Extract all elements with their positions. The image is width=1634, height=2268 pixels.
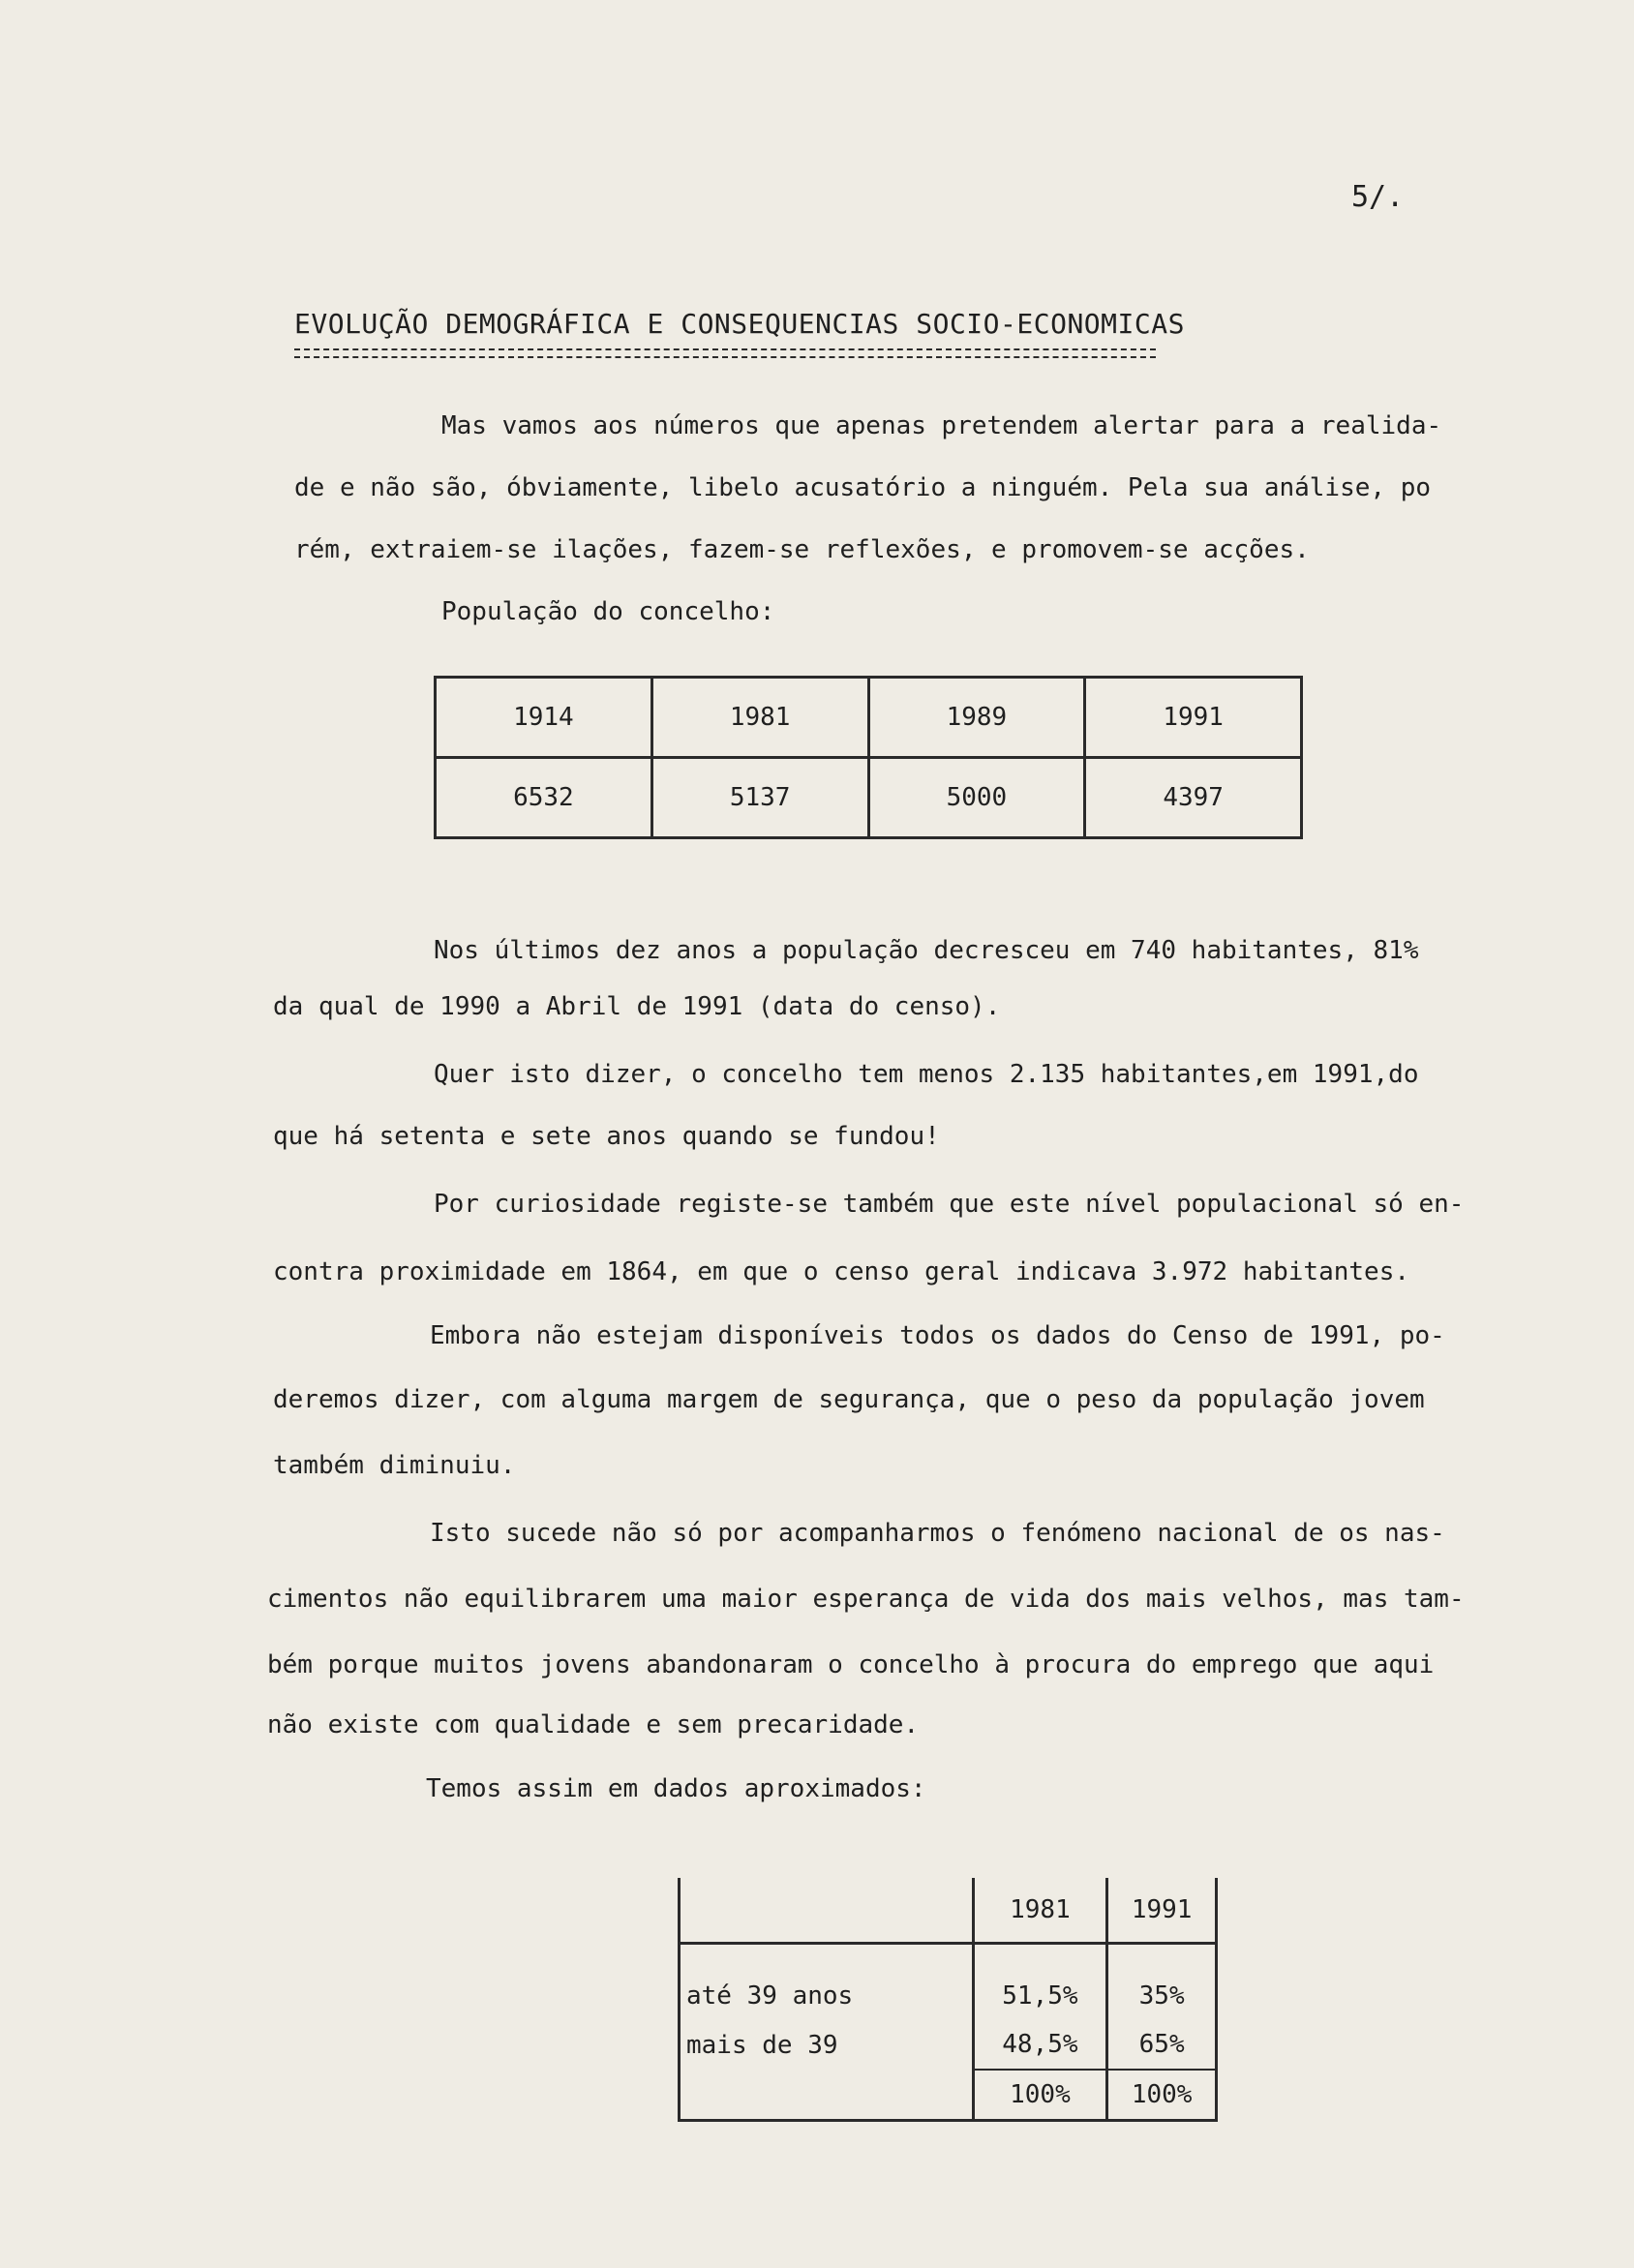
paragraph-line: bém porque muitos jovens abandonaram o concelho à procura do emprego que aqui bbox=[267, 1650, 1435, 1679]
population-cell: 5000 bbox=[868, 758, 1085, 838]
total-cell: 100% bbox=[973, 2070, 1107, 2121]
paragraph-line: Nos últimos dez anos a população decresceu em 740 habitantes, 81% bbox=[434, 936, 1419, 965]
paragraph-line: também diminuiu. bbox=[273, 1451, 516, 1480]
paragraph-line: Embora não estejam disponíveis todos os dados do Censo de 1991, po- bbox=[430, 1321, 1445, 1350]
year-cell: 1981 bbox=[651, 678, 868, 758]
table-row bbox=[436, 758, 1302, 838]
value-cell: 35% bbox=[1107, 1972, 1217, 2020]
age-distribution-table bbox=[678, 1878, 1218, 2122]
value-cell: 48,5% bbox=[973, 2020, 1107, 2070]
bleed-through-text: ⠀ bbox=[136, 184, 153, 208]
title-double-underline bbox=[294, 348, 1156, 358]
row-label: até 39 anos bbox=[680, 1972, 974, 2020]
spacer-cell bbox=[680, 1944, 974, 1973]
paragraph-line: Mas vamos aos números que apenas pretendem alertar para a realida- bbox=[441, 411, 1442, 440]
paragraph-line: que há setenta e sete anos quando se fundou! bbox=[273, 1122, 940, 1151]
page-number: 5/. bbox=[1351, 180, 1405, 214]
paragraph-line: rém, extraiem-se ilações, fazem-se reflexões, e promovem-se acções. bbox=[294, 535, 1310, 564]
column-header: 1991 bbox=[1107, 1878, 1217, 1944]
column-header: 1981 bbox=[973, 1878, 1107, 1944]
table-spacer-row bbox=[680, 1944, 1217, 1973]
total-cell: 100% bbox=[1107, 2070, 1217, 2121]
value-cell: 51,5% bbox=[973, 1972, 1107, 2020]
paragraph-line: de e não são, óbviamente, libelo acusatório a ninguém. Pela sua análise, po bbox=[294, 473, 1431, 502]
year-cell: 1914 bbox=[436, 678, 652, 758]
table-row bbox=[680, 1972, 1217, 2020]
spacer-cell bbox=[1107, 1944, 1217, 1973]
paragraph-line: Quer isto dizer, o concelho tem menos 2.135 habitantes,em 1991,do bbox=[434, 1060, 1419, 1089]
paragraph-line: contra proximidade em 1864, em que o censo geral indicava 3.972 habitantes. bbox=[273, 1257, 1409, 1286]
population-table bbox=[434, 676, 1303, 839]
paragraph-line: deremos dizer, com alguma margem de segurança, que o peso da população jovem bbox=[273, 1385, 1425, 1414]
population-cell: 5137 bbox=[651, 758, 868, 838]
total-label-spacer bbox=[680, 2070, 974, 2121]
table-row bbox=[680, 2020, 1217, 2070]
year-cell: 1991 bbox=[1085, 678, 1302, 758]
document-title: EVOLUÇÃO DEMOGRÁFICA E CONSEQUENCIAS SOCIO-ECONOMICAS bbox=[294, 308, 1185, 340]
table-total-row bbox=[680, 2070, 1217, 2121]
paragraph-line: não existe com qualidade e sem precaridade. bbox=[267, 1710, 920, 1739]
paragraph-line: Isto sucede não só por acompanharmos o fenómeno nacional de os nas- bbox=[430, 1519, 1445, 1548]
row-label: mais de 39 bbox=[680, 2020, 974, 2070]
paragraph-line: Por curiosidade registe-se também que este nível populacional só en- bbox=[434, 1190, 1465, 1219]
value-cell: 65% bbox=[1107, 2020, 1217, 2070]
population-cell: 4397 bbox=[1085, 758, 1302, 838]
table-caption: População do concelho: bbox=[441, 597, 775, 626]
table-header-row bbox=[680, 1878, 1217, 1944]
population-cell: 6532 bbox=[436, 758, 652, 838]
year-cell: 1989 bbox=[868, 678, 1085, 758]
table-row bbox=[436, 678, 1302, 758]
spacer-cell bbox=[973, 1944, 1107, 1973]
paragraph-line: da qual de 1990 a Abril de 1991 (data do censo). bbox=[273, 992, 1001, 1021]
table-caption: Temos assim em dados aproximados: bbox=[426, 1774, 926, 1803]
paragraph-line: cimentos não equilibrarem uma maior esperança de vida dos mais velhos, mas tam- bbox=[267, 1585, 1465, 1614]
header-spacer bbox=[680, 1878, 974, 1944]
